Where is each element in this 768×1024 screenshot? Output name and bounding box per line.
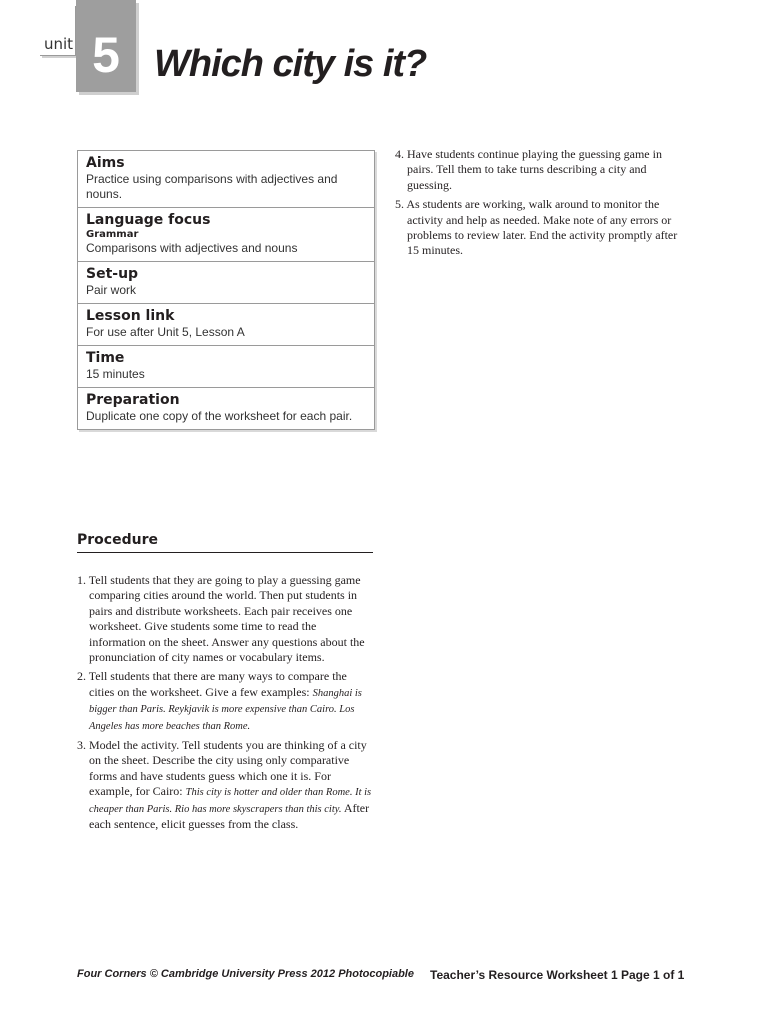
info-heading: Language focus — [86, 212, 211, 228]
step-number: 2. — [77, 669, 86, 684]
info-text: 15 minutes — [86, 367, 145, 381]
unit-number: 5 — [92, 27, 120, 83]
info-text: Comparisons with adjectives and nouns — [86, 241, 298, 255]
info-subheading: Grammar — [86, 229, 139, 240]
info-section-lesson-link — [78, 304, 374, 346]
unit-number-box — [76, 0, 136, 92]
step-number: 1. — [77, 573, 86, 587]
footer-copyright: Four Corners © Cambridge University Press 2012 Photocopiable — [77, 968, 414, 980]
procedure-step-1 — [77, 573, 373, 665]
info-section-setup — [78, 262, 374, 304]
info-heading: Aims — [86, 155, 125, 171]
step-example: This city is hotter and older than Rome. It is cheaper than Paris. Rio has more skyscrapers than this city. — [89, 787, 372, 815]
step-text: Tell students that they are going to play a guessing game comparing cities around the world. Then put students in pairs and distribute worksheets. Each pair receives one worksheet. Give students some time to read the information on the sheet. Answer any questions about the pronunciation of city names or vocabulary items. — [88, 573, 365, 665]
info-heading: Preparation — [86, 392, 180, 408]
step-number: 3. — [77, 738, 86, 753]
step-text: As students are working, walk around to monitor the activity and help as needed. Make note of any errors or problems to review later. End the activity promptly after 15 minutes. — [406, 197, 678, 258]
info-heading: Time — [86, 350, 125, 366]
procedure-step-3 — [77, 738, 373, 832]
procedure-step-5 — [395, 197, 685, 259]
procedure-steps-left — [77, 573, 373, 837]
step-text-after: After each sentence, elicit guesses from the class. — [89, 800, 370, 832]
info-section-time — [78, 346, 374, 388]
info-section-aims — [78, 151, 374, 208]
info-section-preparation — [78, 388, 374, 429]
step-text: Tell students that there are many ways to compare the cities on the worksheet. Give a few examples: — [88, 669, 347, 699]
info-heading: Set-up — [86, 266, 139, 282]
procedure-heading: Procedure — [77, 532, 373, 553]
info-box — [77, 150, 375, 430]
step-text: Have students continue playing the guessing game in pairs. Tell them to take turns describing a city and guessing. — [407, 147, 662, 192]
footer-page-info: Teacher’s Resource Worksheet 1 Page 1 of 1 — [430, 968, 685, 982]
info-section-language-focus — [78, 208, 374, 262]
info-text: Practice using comparisons with adjectives and nouns. — [86, 172, 338, 201]
info-text: For use after Unit 5, Lesson A — [86, 325, 245, 339]
step-number: 4. — [395, 147, 404, 161]
step-number: 5. — [395, 197, 404, 212]
step-example: Shanghai is bigger than Paris. Reykjavik is more expensive than Cairo. Los Angeles has more beaches than Rome. — [89, 687, 362, 732]
info-text: Duplicate one copy of the worksheet for each pair. — [86, 409, 353, 423]
procedure-step-4 — [395, 147, 685, 193]
procedure-step-2 — [77, 669, 373, 734]
step-text: Model the activity. Tell students you are thinking of a city on the sheet. Describe the city using only comparative forms and have students guess which one it is. For example, for Cairo: — [89, 738, 367, 799]
unit-label: unit — [40, 6, 76, 56]
page-title: Which city is it? — [154, 43, 427, 85]
info-text: Pair work — [86, 283, 137, 297]
info-heading: Lesson link — [86, 308, 175, 324]
procedure-steps-right — [395, 147, 685, 263]
